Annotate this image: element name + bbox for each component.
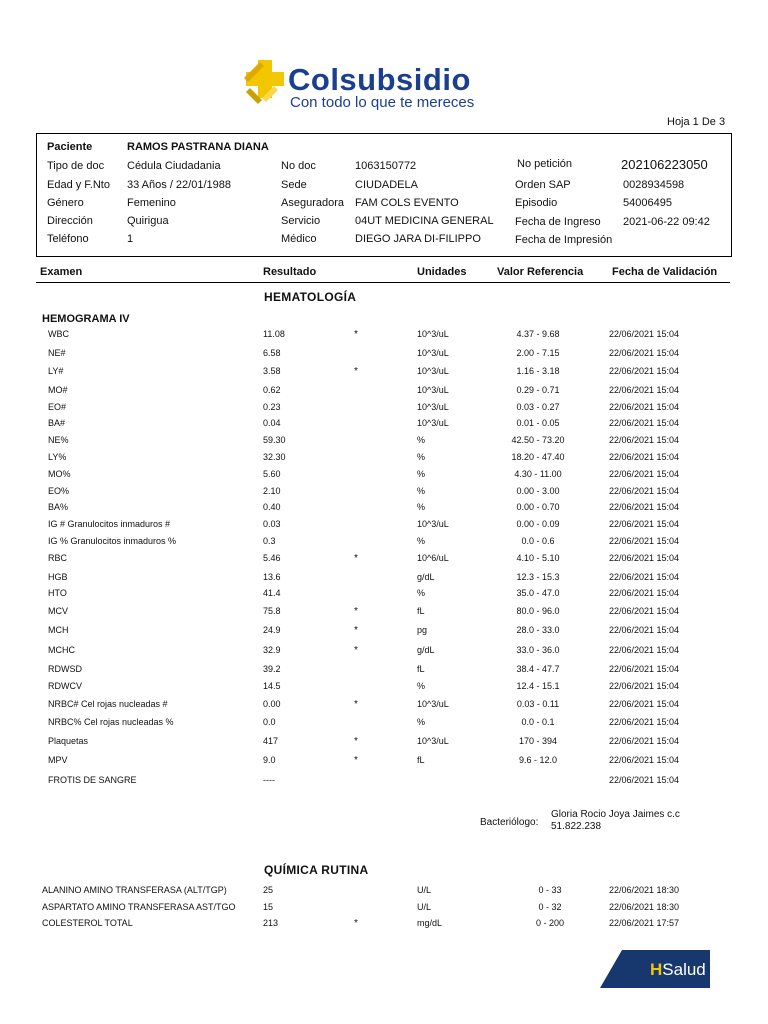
- bacteriologo-line2: 51.822.238: [551, 821, 602, 832]
- validation-date: 22/06/2021 18:30: [609, 885, 680, 895]
- validation-date: 22/06/2021 15:04: [609, 435, 680, 445]
- telefono-value: 1: [127, 233, 134, 245]
- table-row: [0, 625, 768, 639]
- reference-range: 9.6 - 12.0: [518, 755, 558, 765]
- unit-value: 10^3/uL: [417, 699, 449, 709]
- bacteriologo-name: [551, 809, 680, 833]
- exam-name: EO#: [48, 402, 67, 412]
- result-value: 59.30: [263, 435, 286, 445]
- validation-date: 22/06/2021 15:04: [609, 717, 680, 727]
- exam-name: WBC: [48, 329, 69, 339]
- section-hematologia: HEMATOLOGÍA: [264, 290, 357, 304]
- exam-name: NRBC# Cel rojas nucleadas #: [48, 699, 168, 709]
- validation-date: 22/06/2021 15:04: [609, 329, 680, 339]
- result-value: 5.46: [263, 553, 281, 563]
- table-row: [0, 366, 768, 380]
- result-value: 0.00: [263, 699, 281, 709]
- result-value: 0.40: [263, 502, 281, 512]
- patient-info-box: [36, 133, 732, 257]
- result-value: 2.10: [263, 486, 281, 496]
- result-value: 0.0: [263, 717, 276, 727]
- paciente-value: RAMOS PASTRANA DIANA: [127, 141, 269, 153]
- servicio-value: 04UT MEDICINA GENERAL: [355, 215, 494, 227]
- unit-value: U/L: [417, 885, 432, 895]
- sede-value: CIUDADELA: [355, 179, 418, 191]
- flag-mark: *: [354, 918, 358, 929]
- validation-date: 22/06/2021 15:04: [609, 699, 680, 709]
- flag-mark: *: [354, 606, 358, 617]
- genero-value: Femenino: [127, 197, 176, 209]
- table-row: [0, 402, 768, 416]
- exam-name: EO%: [48, 486, 70, 496]
- result-value: ----: [263, 775, 275, 785]
- reference-range: 0.00 - 0.09: [516, 519, 560, 529]
- reference-range: 42.50 - 73.20: [511, 435, 565, 445]
- result-value: 14.5: [263, 681, 281, 691]
- direccion-label: Dirección: [47, 215, 93, 227]
- flag-mark: *: [354, 329, 358, 340]
- exam-name: NE%: [48, 435, 69, 445]
- table-row: [0, 606, 768, 620]
- validation-date: 22/06/2021 17:57: [609, 918, 680, 928]
- validation-date: 22/06/2021 15:04: [609, 486, 680, 496]
- table-row: [0, 775, 768, 789]
- result-value: 13.6: [263, 572, 281, 582]
- salud-h-icon: H: [650, 960, 663, 979]
- unit-value: %: [417, 469, 426, 479]
- reference-range: 0 - 32: [538, 902, 562, 912]
- unit-value: %: [417, 452, 426, 462]
- col-unidades: Unidades: [417, 266, 467, 278]
- bacteriologo-line1: Gloria Rocio Joya Jaimes c.c: [551, 809, 680, 820]
- brand-tagline: Con todo lo que te mereces: [290, 94, 475, 111]
- unit-value: fL: [417, 755, 425, 765]
- reference-range: 4.10 - 5.10: [516, 553, 560, 563]
- exam-name: HGB: [48, 572, 68, 582]
- result-value: 11.08: [263, 329, 285, 339]
- reference-range: 4.37 - 9.68: [516, 329, 560, 339]
- validation-date: 22/06/2021 15:04: [609, 469, 680, 479]
- result-value: 6.58: [263, 348, 281, 358]
- reference-range: 1.16 - 3.18: [516, 366, 560, 376]
- exam-name: MO#: [48, 385, 68, 395]
- table-row: [0, 885, 768, 899]
- col-referencia: Valor Referencia: [497, 266, 584, 278]
- episodio-label: Episodio: [515, 197, 558, 209]
- reference-range: 33.0 - 36.0: [516, 645, 560, 655]
- brand-name: Colsubsidio: [288, 62, 471, 97]
- validation-date: 22/06/2021 15:04: [609, 452, 680, 462]
- result-value: 0.23: [263, 402, 281, 412]
- header-divider: [36, 282, 730, 283]
- edad-value: 33 Años / 22/01/1988: [127, 179, 231, 191]
- validation-date: 22/06/2021 15:04: [609, 385, 680, 395]
- table-row: [0, 418, 768, 432]
- validation-date: 22/06/2021 15:04: [609, 553, 680, 563]
- exam-name: FROTIS DE SANGRE: [48, 775, 137, 785]
- logo-mark-icon: [240, 58, 286, 110]
- validation-date: 22/06/2021 15:04: [609, 664, 680, 674]
- table-row: [0, 717, 768, 731]
- exam-name: BA#: [48, 418, 66, 428]
- ingreso-value: 2021-06-22 09:42: [623, 216, 710, 228]
- reference-range: 0 - 200: [535, 918, 565, 928]
- reference-range: 170 - 394: [518, 736, 558, 746]
- unit-value: pg: [417, 625, 428, 635]
- flag-mark: *: [354, 553, 358, 564]
- unit-value: %: [417, 717, 426, 727]
- ingreso-label: Fecha de Ingreso: [515, 216, 601, 228]
- validation-date: 22/06/2021 15:04: [609, 755, 680, 765]
- unit-value: g/dL: [417, 645, 435, 655]
- flag-mark: *: [354, 625, 358, 636]
- table-row: [0, 645, 768, 659]
- no-doc-value: 1063150772: [355, 160, 417, 172]
- validation-date: 22/06/2021 15:04: [609, 536, 680, 546]
- table-row: [0, 435, 768, 449]
- colsubsidio-logo: [240, 56, 520, 116]
- exam-name: Plaquetas: [48, 736, 89, 746]
- exam-name: ALANINO AMINO TRANSFERASA (ALT/TGP): [42, 885, 227, 895]
- table-row: [0, 502, 768, 516]
- unit-value: 10^3/uL: [417, 418, 449, 428]
- exam-name: BA%: [48, 502, 69, 512]
- reference-range: 2.00 - 7.15: [516, 348, 560, 358]
- result-value: 32.9: [263, 645, 281, 655]
- impresion-label: Fecha de Impresión: [515, 234, 613, 246]
- servicio-label: Servicio: [281, 215, 321, 227]
- unit-value: %: [417, 681, 426, 691]
- unit-value: fL: [417, 664, 425, 674]
- validation-date: 22/06/2021 15:04: [609, 588, 680, 598]
- result-value: 39.2: [263, 664, 281, 674]
- table-row: [0, 681, 768, 695]
- table-row: [0, 699, 768, 713]
- unit-value: 10^3/uL: [417, 519, 449, 529]
- tipo-doc-value: Cédula Ciudadania: [127, 160, 221, 172]
- unit-value: %: [417, 536, 426, 546]
- unit-value: %: [417, 486, 426, 496]
- reference-range: 0.29 - 0.71: [516, 385, 560, 395]
- unit-value: 10^3/uL: [417, 736, 449, 746]
- validation-date: 22/06/2021 15:04: [609, 681, 680, 691]
- exam-name: NE#: [48, 348, 66, 358]
- group-hemograma: HEMOGRAMA IV: [42, 313, 130, 325]
- result-value: 0.04: [263, 418, 281, 428]
- col-resultado: Resultado: [263, 266, 317, 278]
- reference-range: 80.0 - 96.0: [516, 606, 560, 616]
- no-doc-label: No doc: [281, 160, 316, 172]
- salud-badge: [600, 950, 710, 988]
- table-row: [0, 736, 768, 750]
- reference-range: 0.00 - 3.00: [516, 486, 560, 496]
- flag-mark: *: [354, 699, 358, 710]
- result-value: 15: [263, 902, 274, 912]
- reference-range: 0.00 - 0.70: [516, 502, 560, 512]
- table-row: [0, 348, 768, 362]
- exam-name: COLESTEROL TOTAL: [42, 918, 133, 928]
- unit-value: 10^3/uL: [417, 385, 449, 395]
- table-row: [0, 519, 768, 533]
- reference-range: 0 - 33: [538, 885, 562, 895]
- bacteriologo-label: Bacteriólogo:: [480, 817, 539, 828]
- validation-date: 22/06/2021 15:04: [609, 645, 680, 655]
- orden-label: Orden SAP: [515, 179, 571, 191]
- validation-date: 22/06/2021 15:04: [609, 502, 680, 512]
- unit-value: 10^3/uL: [417, 366, 449, 376]
- section-quimica: QUÍMICA RUTINA: [264, 863, 369, 877]
- exam-name: NRBC% Cel rojas nucleadas %: [48, 717, 174, 727]
- validation-date: 22/06/2021 18:30: [609, 902, 680, 912]
- exam-name: LY%: [48, 452, 67, 462]
- validation-date: 22/06/2021 15:04: [609, 418, 680, 428]
- reference-range: 12.3 - 15.3: [516, 572, 560, 582]
- reference-range: 12.4 - 15.1: [516, 681, 560, 691]
- page-number: Hoja 1 De 3: [667, 116, 726, 128]
- col-validacion: Fecha de Validación: [612, 266, 718, 278]
- peticion-value: 202106223050: [621, 157, 708, 172]
- unit-value: 10^6/uL: [417, 553, 449, 563]
- validation-date: 22/06/2021 15:04: [609, 736, 680, 746]
- reference-range: 0.0 - 0.6: [521, 536, 555, 546]
- result-value: 9.0: [263, 755, 276, 765]
- unit-value: mg/dL: [417, 918, 443, 928]
- validation-date: 22/06/2021 15:04: [609, 775, 680, 785]
- result-value: 75.8: [263, 606, 281, 616]
- reference-range: 0.01 - 0.05: [516, 418, 560, 428]
- reference-range: 18.20 - 47.40: [511, 452, 565, 462]
- table-row: [0, 664, 768, 678]
- reference-range: 35.0 - 47.0: [516, 588, 560, 598]
- result-value: 0.62: [263, 385, 281, 395]
- reference-range: 4.30 - 11.00: [514, 469, 562, 479]
- unit-value: 10^3/uL: [417, 348, 449, 358]
- validation-date: 22/06/2021 15:04: [609, 572, 680, 582]
- table-row: [0, 385, 768, 399]
- validation-date: 22/06/2021 15:04: [609, 519, 680, 529]
- table-row: [0, 536, 768, 550]
- medico-value: DIEGO JARA DI-FILIPPO: [355, 233, 481, 245]
- orden-value: 0028934598: [623, 179, 685, 191]
- result-value: 5.60: [263, 469, 281, 479]
- reference-range: 38.4 - 47.7: [516, 664, 560, 674]
- exam-name: HTO: [48, 588, 67, 598]
- direccion-value: Quirigua: [127, 215, 169, 227]
- unit-value: %: [417, 588, 426, 598]
- reference-range: 0.03 - 0.27: [516, 402, 560, 412]
- table-row: [0, 452, 768, 466]
- reference-range: 0.0 - 0.1: [521, 717, 555, 727]
- tipo-doc-label: Tipo de doc: [47, 160, 105, 172]
- telefono-label: Teléfono: [47, 233, 89, 245]
- unit-value: fL: [417, 606, 425, 616]
- table-row: [0, 918, 768, 932]
- validation-date: 22/06/2021 15:04: [609, 625, 680, 635]
- result-value: 24.9: [263, 625, 281, 635]
- flag-mark: *: [354, 736, 358, 747]
- table-row: [0, 469, 768, 483]
- exam-name: IG % Granulocitos inmaduros %: [48, 536, 177, 546]
- flag-mark: *: [354, 645, 358, 656]
- result-value: 3.58: [263, 366, 281, 376]
- exam-name: RDWSD: [48, 664, 82, 674]
- exam-name: LY#: [48, 366, 64, 376]
- exam-name: MO%: [48, 469, 71, 479]
- genero-label: Género: [47, 197, 84, 209]
- table-row: [0, 902, 768, 916]
- reference-range: 0.03 - 0.11: [516, 699, 560, 709]
- exam-name: MPV: [48, 755, 68, 765]
- result-value: 0.3: [263, 536, 276, 546]
- salud-badge-text: HSalud: [650, 960, 706, 979]
- exam-name: IG # Granulocitos inmaduros #: [48, 519, 171, 529]
- exam-name: ASPARTATO AMINO TRANSFERASA AST/TGO: [42, 902, 236, 912]
- flag-mark: *: [354, 755, 358, 766]
- episodio-value: 54006495: [623, 197, 672, 209]
- unit-value: 10^3/uL: [417, 402, 449, 412]
- medico-label: Médico: [281, 233, 317, 245]
- unit-value: 10^3/uL: [417, 329, 449, 339]
- exam-name: MCHC: [48, 645, 75, 655]
- result-value: 32.30: [263, 452, 286, 462]
- result-value: 417: [263, 736, 279, 746]
- exam-name: MCV: [48, 606, 68, 616]
- unit-value: U/L: [417, 902, 432, 912]
- result-value: 25: [263, 885, 274, 895]
- paciente-label: Paciente: [47, 141, 93, 153]
- exam-name: MCH: [48, 625, 69, 635]
- table-row: [0, 572, 768, 586]
- aseguradora-value: FAM COLS EVENTO: [355, 197, 459, 209]
- validation-date: 22/06/2021 15:04: [609, 606, 680, 616]
- peticion-label: No petición: [517, 158, 573, 170]
- result-value: 41.4: [263, 588, 281, 598]
- result-value: 213: [263, 918, 279, 928]
- col-examen: Examen: [40, 266, 83, 278]
- table-row: [0, 486, 768, 500]
- table-row: [0, 755, 768, 769]
- unit-value: g/dL: [417, 572, 435, 582]
- exam-name: RBC: [48, 553, 68, 563]
- validation-date: 22/06/2021 15:04: [609, 366, 680, 376]
- validation-date: 22/06/2021 15:04: [609, 402, 680, 412]
- validation-date: 22/06/2021 15:04: [609, 348, 680, 358]
- unit-value: %: [417, 435, 426, 445]
- reference-range: 28.0 - 33.0: [516, 625, 560, 635]
- sede-label: Sede: [281, 179, 307, 191]
- result-value: 0.03: [263, 519, 281, 529]
- edad-label: Edad y F.Nto: [47, 179, 110, 191]
- flag-mark: *: [354, 366, 358, 377]
- table-row: [0, 553, 768, 567]
- table-row: [0, 588, 768, 602]
- unit-value: %: [417, 502, 426, 512]
- aseguradora-label: Aseguradora: [281, 197, 344, 209]
- exam-name: RDWCV: [48, 681, 82, 691]
- table-row: [0, 329, 768, 343]
